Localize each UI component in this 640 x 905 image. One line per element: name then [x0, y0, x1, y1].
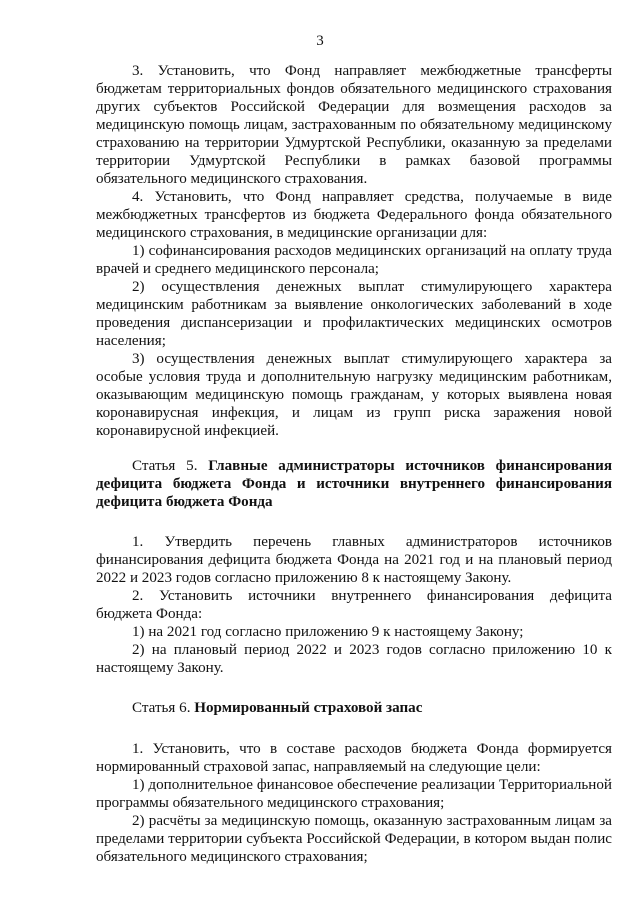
paragraph: 1. Утвердить перечень главных администраторов источников финансирования дефицита бюджета Фонда на 2021 год и на плановый период 2022 и 2023 годов согласно приложению 8 к настоящему Закону. [96, 534, 612, 586]
article-number: Статья 6. [132, 700, 191, 716]
paragraph: 2. Установить источники внутреннего финансирования дефицита бюджета Фонда: [96, 588, 612, 622]
list-item: 1) на 2021 год согласно приложению 9 к настоящему Закону; [132, 624, 524, 640]
article-title: Главные администраторы источников финансирования дефицита бюджета Фонда и источники внутреннего финансирования дефицита бюджета Фонда [96, 458, 612, 510]
list-item: 2) расчёты за медицинскую помощь, оказанную застрахованным лицам за пределами территории субъекта Российской Федерации, в котором выдан полис обязательного медицинского страхования; [96, 813, 612, 865]
paragraph: 1. Установить, что в составе расходов бюджета Фонда формируется нормированный страховой запас, направляемый на следующие цели: [96, 741, 612, 775]
document-body [96, 62, 612, 866]
list-item: 2) на плановый период 2022 и 2023 годов согласно приложению 10 к настоящему Закону. [96, 642, 612, 676]
article-4-continuation [96, 62, 612, 440]
article-6-heading [96, 699, 612, 717]
article-number: Статья 5. [132, 458, 198, 474]
article-title: Нормированный страховой запас [194, 700, 423, 716]
article-6-body [96, 740, 612, 866]
list-item: 1) софинансирования расходов медицинских организаций на оплату труда врачей и среднего медицинского персонала; [96, 243, 612, 277]
paragraph: 4. Установить, что Фонд направляет средства, получаемые в виде межбюджетных трансфертов из бюджета Федерального фонда обязательного медицинского страхования, в медицинские организации для: [96, 189, 612, 241]
article-5-heading [96, 457, 612, 511]
paragraph: 3. Установить, что Фонд направляет межбюджетные трансферты бюджетам территориальных фондов обязательного медицинского страхования других субъектов Российской Федерации для возмещения расходов за медицинскую помощь лицам, застрахованным по обязательному медицинскому страхованию на территории Удмуртской Республики, оказанную за пределами территории Удмуртской Республики в рамках базовой программы обязательного медицинского страхования. [96, 63, 612, 187]
article-5-body [96, 533, 612, 677]
list-item: 2) осуществления денежных выплат стимулирующего характера медицинским работникам за выявление онкологических заболеваний в ходе проведения диспансеризации и профилактических медицинских осмотров населения; [96, 279, 612, 349]
list-item: 1) дополнительное финансовое обеспечение реализации Территориальной программы обязательного медицинского страхования; [96, 777, 612, 811]
page-number: 3 [316, 33, 324, 49]
list-item: 3) осуществления денежных выплат стимулирующего характера за особые условия труда и дополнительную нагрузку медицинским работникам, оказывающим медицинскую помощь гражданам, у которых выявлена новая коронавирусная инфекция, и лицам из групп риска заражения новой коронавирусной инфекцией. [96, 351, 612, 439]
